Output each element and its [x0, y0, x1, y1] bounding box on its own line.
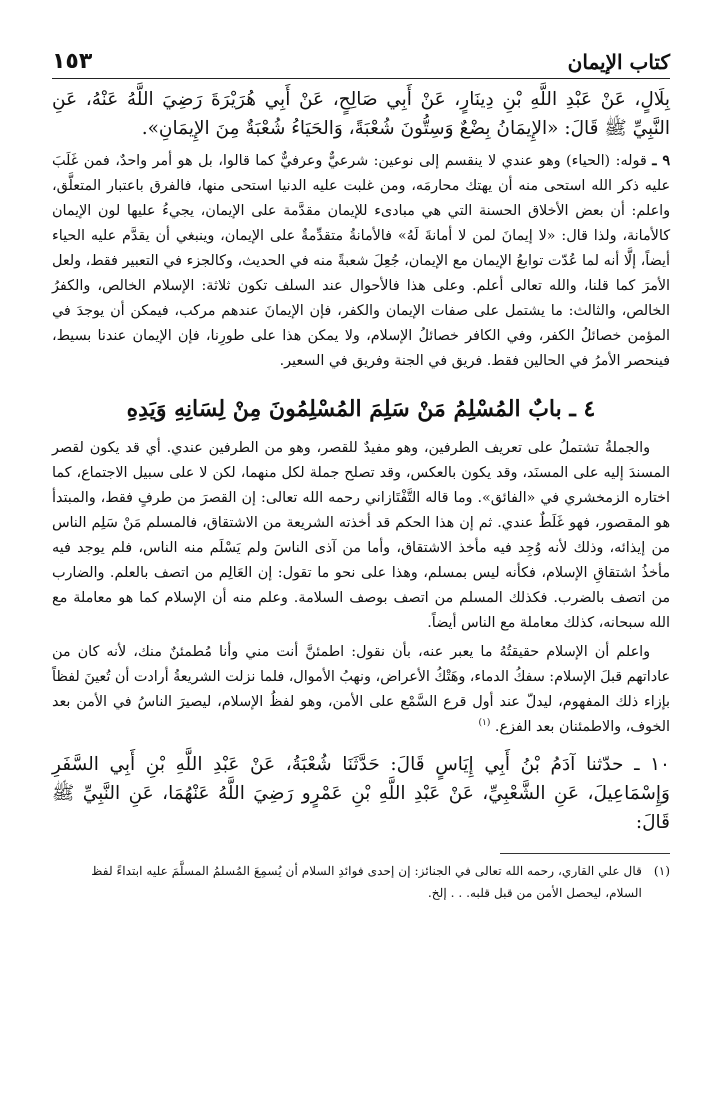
footnote-divider: [500, 853, 670, 854]
footnote-mark: (١): [653, 864, 670, 878]
footnotes: [52, 860, 670, 904]
book-title: كتاب الإيمان: [567, 50, 670, 74]
page-number: ١٥٣: [52, 49, 93, 74]
paragraph-2-text: واعلم أن الإسلام حقيقتُهُ ما يعبر عنه، بأن نقول: اطمئنَّ أنت مني وأنا مُطمئنٌ منك، لأنه كان من عاداتهم قبلَ الإسلام: سفكُ الدماء، وهَتْكُ الأعراض، ونهبُ الأموال، فلما نزلت الشريعةُ أرادت أن تُعينَ لفظاً بإزاء ذلك المفهوم، ليدلّ عند أول قرع السَّمْع على الأمن، وهو لفظُ الإسلام، ليصيرَ الناسُ في الأمن بعد الخوف، والاطمئنان بعد الفزع.: [52, 644, 670, 735]
page-header: [52, 38, 670, 79]
footnote-text: قال علي القاري، رحمه الله تعالى في الجنائز: إن إحدى فوائدِ السلام أن يُسمِعَ المُسلمُ المسلَّمَ عليه ابتداءً لفظ السلام، ليحصل الأمن من قبل قلبه. . . إلخ.: [91, 864, 642, 900]
paragraph-1: والجملةُ تشتملُ على تعريف الطرفين، وهو مفيدٌ للقصر، وهو من الطرفين عندي. أي قد يكون لقصر المسندَ إليه على المسنَد، وقد يكون بالعكس، وقد تصلح جملة لكل منهما، لكن لا على سبيل الاجتماع، كما اختاره الزمخشري في «الفائق». وما قاله التَّفْتَازاني رحمه الله تعالى: إن القصرَ من طرفٍ فقط، والمبتدأ هو المقصور، فهو غَلَطٌ عندي. ثم إن هذا الحكم قد أخذته الشريعة من الاشتقاق، فالمسلم مَنْ سَلِم الناس من إيذائه، وذلك لأنه وُجِد فيه مأخذ الاشتقاق، وأما من آذى الناسَ ولم يَسْلَم منه الناس، فلم يوجد فيه مأخذُ اشتقاقِ الإسلام، فكأنه ليس بمسلم، وهذا على نحو ما تقول: إن العَالِم من اتصف بالعلم. والضارب من اتصف بالضرب. فكذلك المسلم من اتصف بوصف السلامة. وعلم منه أن الإسلام كما هو معاملة مع الله سبحانه، كذلك معاملة مع الناس أيضاً.: [52, 440, 670, 631]
footnote-item: [52, 860, 670, 904]
commentary-text: قوله: (الحياء) وهو عندي لا ينقسم إلى نوعين: شرعيٌّ وعرفيٌّ كما قالوا، بل هو أمر واحدٌ، فمن غَلَبَ عليه ذكر الله استحى منه أن يهتك محارمَه، ومن غلبت عليه الدنيا استحى منها، فالفرق باعتبار المتعلَّق، واعلم: أن بعض الأخلاق الحسنة التي هي مبادىء للإيمان مقدَّمة على الإيمان، يجيءُ عليها لون الإيمان كالأمانة، ولذا قال: «لا إيمانَ لمن لا أمانةَ لَهُ» فالأمانةُ متقدِّمةٌ على الإيمان، وينبغي أن يقدَّم عليه الحياء أيضاً، إلَّا أنه لما عُدّت توابعُ الإيمان مع الإيمان، جُعِلَ شعبةً منه في الحديث، وكالجزء في التعبير فقط، ولعل الأمرَ كما قلنا، والله تعالى أعلم. وعلى هذا فالأحوال عند السلف تكون ثلاثة: الإسلام الخالص، والكفرُ الخالص، والثالث: ما يشتمل على صفات الإيمان والكفر، فإن الإيمانَ عندهم مركب، فيمكن أن يوجدَ في المؤمن خصائلُ الكفر، وفي الكافر خصائلُ الإسلام، ولا يمكن هذا على طورِنا، فإن الإيمان عندنا بسيط، فينحصر الأمرُ في الحالين فقط. فريق في الجنة وفريق في السعير.: [52, 153, 670, 369]
commentary-number: ٩ ـ: [652, 153, 671, 169]
footnote-reference[interactable]: (١): [478, 718, 491, 729]
hadith-10-text: ١٠ ـ حدّثنا آدَمُ بْنُ أَبِي إِيَاسٍ قَالَ: حَدَّثَنَا شُعْبَةُ، عَنْ عَبْدِ اللَّهِ بْنِ أَبِي السَّفَرِ وَإِسْمَاعِيلَ، عَنِ الشَّعْبِيِّ، عَنْ عَبْدِ اللَّهِ بْنِ عَمْرٍو رَضِيَ اللَّهُ عَنْهُمَا، عَنِ النَّبِيِّ ﷺ قَالَ:: [52, 754, 670, 833]
hadith-9-text: بِلَالٍ، عَنْ عَبْدِ اللَّهِ بْنِ دِينَارٍ، عَنْ أَبِي صَالِحٍ، عَنْ أَبِي هُرَيْرَةَ رَضِيَ اللَّهُ عَنْهُ، عَنِ النَّبِيِّ ﷺ قَالَ: «الإِيمَانُ بِضْعٌ وَسِتُّونَ شُعْبَةً، وَالحَيَاءُ شُعْبَةٌ مِنَ الإِيمَانِ».: [52, 89, 670, 139]
paragraph-2: [52, 640, 670, 740]
commentary-9: [52, 149, 670, 374]
book-page: [52, 38, 670, 904]
chapter-heading: ٤ ـ بابٌ المُسْلِمُ مَنْ سَلِمَ المُسْلِمُونَ مِنْ لِسَانِهِ وَيَدِهِ: [126, 396, 596, 422]
